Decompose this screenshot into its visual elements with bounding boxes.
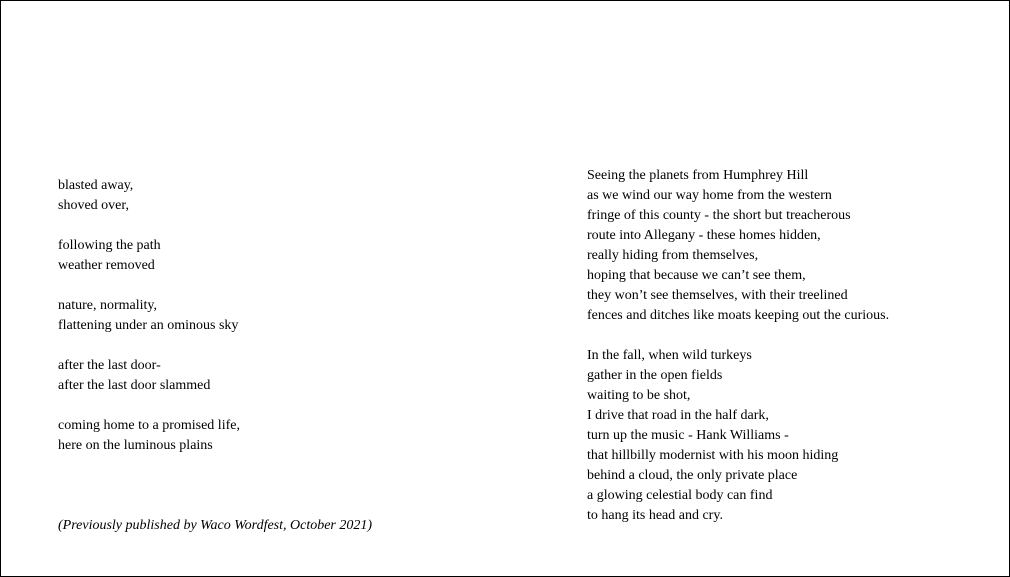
poem-line: Seeing the planets from Humphrey Hill [587,168,809,183]
poem-line: really hiding from themselves, [587,248,759,263]
poem-line: a glowing celestial body can find [587,488,773,503]
poem-line: fringe of this county - the short but treacherous [587,208,851,223]
poem-line: waiting to be shot, [587,388,691,403]
poem-line: behind a cloud, the only private place [587,468,798,483]
poem-line: here on the luminous plains [58,438,213,453]
stanza [58,296,240,336]
poem-line: route into Allegany - these homes hidden, [587,228,821,243]
poem-line: as we wind our way home from the western [587,188,832,203]
poem-line: following the path [58,238,161,253]
poem-line: coming home to a promised life, [58,418,240,433]
poem-line: fences and ditches like moats keeping out the curious. [587,308,890,323]
stanza [58,236,240,276]
stanza [587,346,889,526]
stanza [587,166,889,326]
poem-line: shoved over, [58,198,129,213]
poem-line: that hillbilly modernist with his moon hiding [587,448,839,463]
publication-credit: (Previously published by Waco Wordfest, October 2021) [58,518,373,533]
right-poem [587,166,889,526]
poem-line: weather removed [58,258,155,273]
left-poem [58,176,240,456]
poem-line: I drive that road in the half dark, [587,408,769,423]
poem-line: after the last door slammed [58,378,211,393]
poem-line: turn up the music - Hank Williams - [587,428,789,443]
poem-line: In the fall, when wild turkeys [587,348,752,363]
poem-line: to hang its head and cry. [587,508,723,523]
poem-line: after the last door- [58,358,161,373]
poem-line: blasted away, [58,178,134,193]
poem-line: gather in the open fields [587,368,723,383]
stanza [58,416,240,456]
poem-line: hoping that because we can’t see them, [587,268,806,283]
poem-line: they won’t see themselves, with their treelined [587,288,848,303]
poem-line: nature, normality, [58,298,158,313]
poem-line: flattening under an ominous sky [58,318,239,333]
stanza [58,176,240,216]
stanza [58,356,240,396]
